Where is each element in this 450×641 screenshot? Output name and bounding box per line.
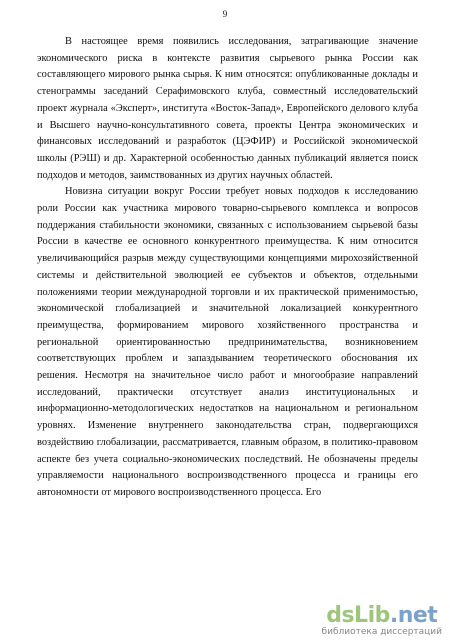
watermark-logo (322, 605, 442, 627)
watermark-subtitle: библиотека диссертаций (321, 627, 442, 637)
dslib-watermark (322, 605, 442, 637)
document-body (37, 34, 418, 502)
paragraph-2: Новизна ситуации вокруг России требует новых подходов к исследованию роли России как участника мирового товарно-сырьевого комплекса и вопросов поддержания стабильности экономики, связанных с использованием сырьевой базы России в качестве ее основного конкурентного преимущества. К ним относится увеличивающийся разрыв между существующими концепциями мирохозяйственной системы и действительной эволюцией ее субъектов и объектов, отдельными положениями теории международной торговли и их практической применимостью, экономической глобализацией и значительной локализацией конкурентного преимущества, формированием мирового хозяйственного пространства и региональной ориентированностью предпринимательства, возникновением соответствующих проблем и запаздыванием теоретического обоснования их решения. Несмотря на значительное число работ и многообразие направлений исследований, практически отсутствует анализ институциональных и информационно-методологических недостатков на национальном и региональном уровнях. Изменение внутреннего законодательства стран, подвергающихся воздействию глобализации, рассматривается, главным образом, в политико-правовом аспекте без учета социально-экономических последствий. Не обозначены пределы управляемости национального воспроизводственного процесса и границы его автономности от мирового воспроизводственного процесса. Его (37, 186, 418, 498)
paragraph-1: В настоящее время появились исследования, затрагивающие значение экономического риска в контексте развития сырьевого рынка России как составляющего мирового рынка сырья. К ним относятся: опубликованные доклады и стенограммы заседаний Серафимовского клуба, совместный исследовательский проект журнала «Эксперт», института «Восток-Запад», Европейского делового клуба и Высшего научно-консультативного совета, проекты Центра экономических и финансовых исследований и разработок (ЦЭФИР) и Российской экономической школы (РЭШ) и др. Характерной особенностью данных публикаций является поиск подходов и методов, заимствованных из других научных областей. (37, 36, 418, 181)
page-number: 9 (222, 9, 228, 19)
watermark-logo-main: dsLib (326, 603, 390, 628)
watermark-logo-tld: .net (389, 603, 438, 628)
